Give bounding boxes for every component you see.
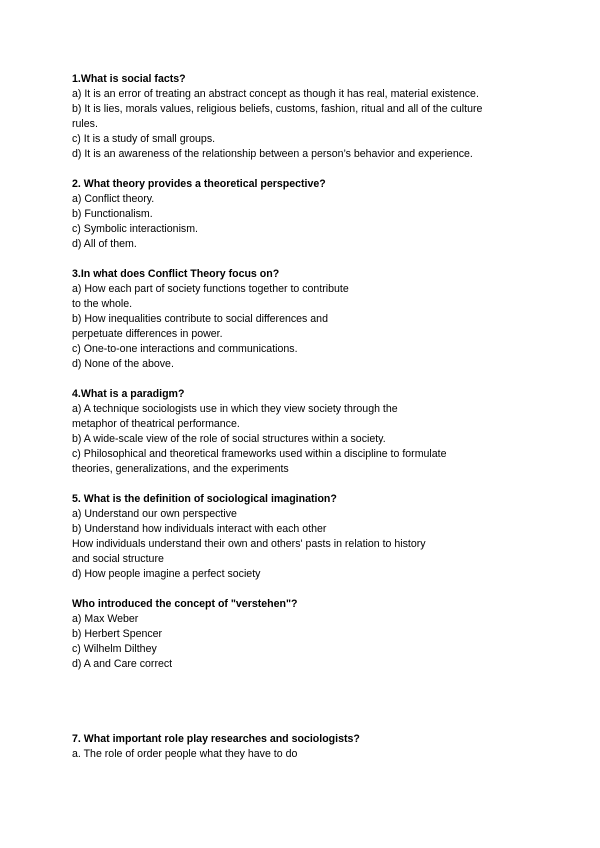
answer-option: c) One-to-one interactions and communications.: [72, 343, 298, 355]
question-title: 2. What theory provides a theoretical perspective?: [72, 178, 326, 190]
spacer: [72, 252, 542, 267]
answer-option: d) None of the above.: [72, 358, 174, 370]
question-6: [72, 597, 542, 672]
answer-option: a) A technique sociologists use in which they view society through the: [72, 403, 398, 415]
spacer: [72, 582, 542, 597]
question-1: [72, 72, 542, 162]
answer-option: perpetuate differences in power.: [72, 328, 223, 340]
answer-option: d) All of them.: [72, 238, 137, 250]
answer-option: d) It is an awareness of the relationship between a person’s behavior and experience.: [72, 148, 473, 160]
question-4: [72, 387, 542, 477]
spacer: [72, 477, 542, 492]
answer-option: b) Herbert Spencer: [72, 628, 163, 640]
question-7: [72, 732, 542, 762]
spacer: [72, 372, 542, 387]
answer-option: a) Conflict theory.: [72, 193, 155, 205]
answer-option: a) It is an error of treating an abstract concept as though it has real, material existence.: [72, 88, 479, 100]
question-title: 1.What is social facts?: [72, 73, 186, 85]
answer-option: c) Philosophical and theoretical frameworks used within a discipline to formulate: [72, 448, 447, 460]
answer-option: c) Wilhelm Dilthey: [72, 643, 157, 655]
answer-option: How individuals understand their own and others' pasts in relation to history: [72, 538, 426, 550]
answer-option: a) How each part of society functions together to contribute: [72, 283, 349, 295]
question-title: 7. What important role play researches and sociologists?: [72, 733, 360, 745]
document-page: [72, 72, 542, 762]
question-title: 4.What is a paradigm?: [72, 388, 185, 400]
spacer: [72, 672, 542, 732]
answer-option: rules.: [72, 118, 98, 130]
question-3: [72, 267, 542, 372]
answer-option: b) It is lies, morals values, religious beliefs, customs, fashion, ritual and all of the culture: [72, 103, 483, 115]
question-title: 3.In what does Conflict Theory focus on?: [72, 268, 280, 280]
answer-option: b) Understand how individuals interact with each other: [72, 523, 327, 535]
answer-option: c) It is a study of small groups.: [72, 133, 216, 145]
answer-option: theories, generalizations, and the experiments: [72, 463, 289, 475]
answer-option: b) A wide-scale view of the role of social structures within a society.: [72, 433, 386, 445]
answer-option: metaphor of theatrical performance.: [72, 418, 240, 430]
question-title: 5. What is the definition of sociological imagination?: [72, 493, 337, 505]
answer-option: and social structure: [72, 553, 164, 565]
question-5: [72, 492, 542, 582]
question-2: [72, 177, 542, 252]
answer-option: d) How people imagine a perfect society: [72, 568, 261, 580]
answer-option: d) A and Care correct: [72, 658, 173, 670]
answer-option: c) Symbolic interactionism.: [72, 223, 198, 235]
question-title: Who introduced the concept of "verstehen"?: [72, 598, 298, 610]
answer-option: to the whole.: [72, 298, 133, 310]
answer-option: a) Understand our own perspective: [72, 508, 237, 520]
answer-option: a. The role of order people what they have to do: [72, 748, 298, 760]
answer-option: b) How inequalities contribute to social differences and: [72, 313, 328, 325]
answer-option: b) Functionalism.: [72, 208, 153, 220]
spacer: [72, 162, 542, 177]
answer-option: a) Max Weber: [72, 613, 139, 625]
